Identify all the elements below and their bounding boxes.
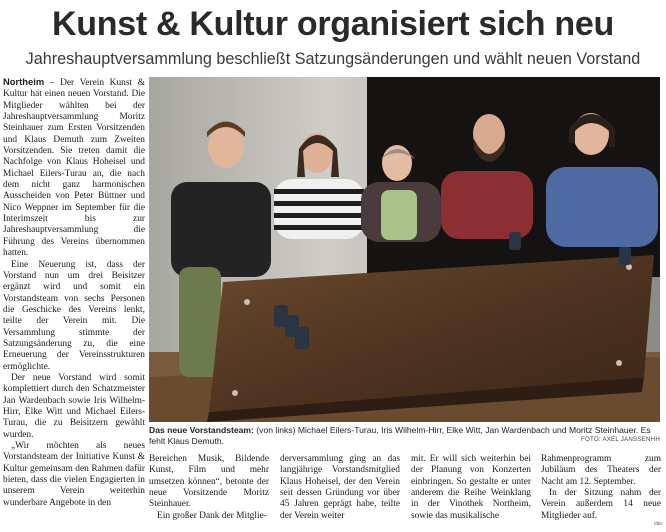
article-paragraph: Bereichen Musik, Bildende Kunst, Film und mehr umsetzen können“, betonte der neue Vorsitzende Moritz Steinhauer. <box>149 454 269 510</box>
bottom-column-4 <box>541 454 661 522</box>
article-paragraph: Rahmenprogramm zum Jubiläum des Theaters der Nacht am 12. September. <box>541 454 661 487</box>
article-paragraph: In der Sitzung nahm der Verein außerdem 14 neue Mitglieder auf. <box>541 488 661 521</box>
article-paragraph: Eine Neuerung ist, dass der Vorstand nun um drei Beisitzer ergänzt wird und somit ein Vorstandsteam von sechs Personen die Geschicke des Vereins lenkt, teilte der Verein mit. Die Versammlung stimmte der Satzungsänderung zu, die eine Erneuerung der Vereinsstrukturen ermöglichte. <box>3 259 145 372</box>
article-paragraph: „Wir möchten als neues Vorstandsteam der Initiative Kunst & Kultur gemeinsam den Rahmen dafür bieten, dass die vielen Engagierten in unserem Verein weiterhin wunderbare Angebote in den <box>3 441 145 508</box>
caption-lead: Das neue Vorstandsteam: <box>149 425 254 435</box>
page-code: cbo <box>653 521 662 527</box>
article-paragraph: Ein großer Dank der Mitglie- <box>157 510 267 521</box>
article-paragraph: mit. Er will sich weiterhin bei der Planung von Konzerten einbringen. So gestalte er unter anderem die Reihe Weinklang in der Vinothek Northeim, sowie das musikalische <box>411 454 531 521</box>
photo-credit: FOTO: AXEL JANSSENHH <box>581 436 660 443</box>
article-paragraph <box>3 76 145 260</box>
group-photo-image <box>149 77 660 422</box>
article-left-column <box>3 76 145 509</box>
headline: Kunst & Kultur organisiert sich neu <box>52 5 614 43</box>
bottom-column-1 <box>149 454 269 522</box>
caption-text: (von links) Michael Eilers-Turau, Iris Wilhelm-Hirr, Elke Witt, Jan Wardenbach und Moritz Steinhauer. Es fehlt Klaus Demuth. <box>149 425 651 446</box>
subheadline: Jahreshauptversammlung beschließt Satzungsänderungen und wählt neuen Vorstand <box>25 50 641 68</box>
group-photo <box>149 77 660 422</box>
bottom-column-2 <box>280 454 400 522</box>
bottom-column-3 <box>411 454 531 522</box>
article-paragraph: Der neue Vorstand wird somit komplettiert durch den Schatzmeister Jan Wardenbach sowie Iris Wilhelm-Hirr, Elke Witt und Michael Eilers-Turau, die zu Beisitzern gewählt wurden. <box>3 372 145 440</box>
dateline: Northeim <box>3 76 45 87</box>
article-paragraph: derversammlung ging an das langjährige Vorstandsmitglied Klaus Hoheisel, der den Verein seit dessen Gründung vor über 45 Jahren geprägt habe, teilte der Verein weiter <box>280 454 400 521</box>
paragraph-text: – Der Verein Kunst & Kultur hat einen neuen Vorstand. Die Mitglieder wählten bei der Jahreshauptversammlung Moritz Steinhauer zum Ersten Vorsitzenden und Klaus Demuth zum Zweiten Vorsitzenden. Sie treten damit die Nachfolge von Klaus Hoheisel und Michael Eilers-Turau an, die nach dem nicht ganz harmonischen Ausscheiden von Peter Büttner und Nico Weppner im September für die Interimszeit bis zur Jahreshauptversammlung die Führung des Vereins übernommen hatten. <box>3 78 145 259</box>
